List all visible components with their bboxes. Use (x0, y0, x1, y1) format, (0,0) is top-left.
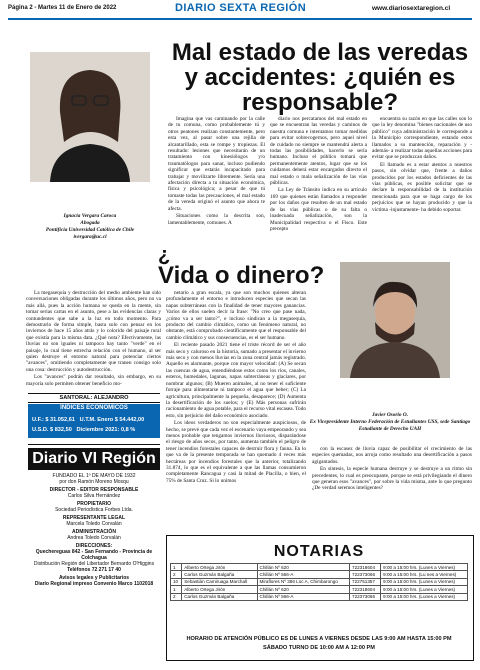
table-cell: Chillán Nº 620 (257, 564, 349, 571)
table-row (171, 586, 468, 593)
author-caption-2 (300, 412, 480, 433)
table-cell: 2 (171, 571, 182, 578)
sidebar (28, 393, 160, 587)
hours-weekday: HORARIO DE ATENCIÓN PÚBLICO ES DE LUNES A VIERNES DESDE LAS 9:00 AM HASTA 15:00 PM (186, 636, 452, 642)
table-cell: Miraflores Nº 386 Loc A, Chimbarongo (257, 578, 349, 585)
author-photo-2 (340, 262, 450, 378)
ads-title: Avisos legales y Publicitarios (58, 575, 130, 581)
title-text: Vida o dinero? (158, 262, 325, 289)
phone: Teléfonos 72 271 17 40 (67, 567, 121, 573)
paragraph: La Ley de Tránsito indica en su artículo 169 que quienes están llamados a responder por los daños que resulten de un mal estado de las vías públicas o de su falta o inadecuada señalización, son la Municipalidad respectiva o el Fisco. Este precepto (270, 187, 367, 232)
article-1-title: Mal estado de las veredas y accidentes: ¿quién es responsable? (171, 39, 469, 116)
hours-saturday: SÁBADO TURNO DE 10:00 AM A 12:00 PM (263, 645, 375, 651)
author-org: Pontificia Universidad Católica de Chile (45, 227, 135, 233)
article-1-col-3 (372, 116, 472, 250)
address-line-1: Quechereguas 842 - San Fernando - Provincia de Colchagua (35, 549, 153, 561)
author-role: Abogada (80, 220, 100, 226)
table-cell: 722318604 (350, 564, 381, 571)
table-cell: 9:00 a 15:00 hrs. (Lunes a Viernes) (381, 564, 468, 571)
table-cell: 722373066 (350, 571, 381, 578)
table-cell: Alberto Ortega Jirón (182, 564, 257, 571)
portrait-icon (30, 52, 150, 182)
newspaper-logo: Diario VI Región (28, 448, 160, 470)
author-email[interactable]: ivergara@uc.cl (73, 234, 107, 240)
article-2-col-3 (312, 446, 472, 532)
table-cell: Sebastián Camiruaga Marchall (182, 578, 257, 585)
table-row (171, 593, 468, 600)
director-title: DIRECTOR - EDITOR RESPONSABLE (49, 487, 139, 493)
header-date: Página 2 - Martes 11 de Enero de 2022 (8, 5, 117, 11)
owner-name: Sociedad Periodística Forbes Ltda. (55, 507, 133, 513)
admin-name: Andrea Toledo Corvalán (67, 535, 121, 541)
paragraph: El reciente pasado 2021 tiene el triste récord de ser el año más seco y caluroso en la historia, sumado a presentar el invierno más seco y con menos lluvias en la zona central jamás registrado. Aquello es alarmante, porque con mayor velocidad: (A) Se secan las cuencas de agua, entendiéndose estos como los ríos, canales, esteros, humedales, lagunas, napas subterráneas y glaciares, por nombrar algunos; (B) Mueren animales, al no tener el suficiente forraje para alimentarse ni tampoco el agua que beber; (C) La agricultura, principalmente la pequeña, desaparece; (D) Aumenta la desertificación de los suelos; y (E) Más personas sufrirán racionamiento de agua potable, para el recurso vital escasea. Todo esto, sin perjuicio del daño económico asociado. (166, 342, 306, 419)
indices-title: ÍNDICES ECONÓMICOS (28, 404, 160, 412)
address-line-2: Distribución Región del Libertador Bernardo O'Higgins (33, 561, 155, 567)
paragraph: Situaciones como la descrita son, lamentablemente, comunes. A (168, 213, 265, 226)
paragraph: encuentra su razón en que las calles son lo que la ley denomina "bienes nacionales de uso público" cuya administración le corresponde a la Municipio correspondiente, estando estos llamados a su mantención, reparación y -además- a realizar todas aquellas acciones para evitar que se produzcan daños. (372, 116, 472, 161)
admin-title: ADMINISTRACIÓN (72, 529, 116, 535)
uf-value: U.F.: $ 31.052,61 (32, 417, 75, 423)
print-text: Diario Regional impreso Convenio Marco 1102018 (34, 581, 154, 587)
notarias-footer (166, 635, 472, 653)
title-mark: ¿ (158, 244, 171, 266)
table-cell: 1 (171, 564, 182, 571)
table-cell: 9:00 a 15:00 hrs. (Lunes a Viernes) (381, 586, 468, 593)
address-title: DIRECCIONES: (75, 543, 113, 549)
paragraph: con la escasez de lluvia capaz de posibilitar el crecimiento de las especies quemadas, nos arroja como resultado una desertificación a pasos agigantados. (312, 446, 472, 465)
author-role: Ex Vicepresidente Interno Federación de Estudiantes USS, sede Santiago (309, 419, 471, 425)
article-2-title (158, 244, 325, 290)
table-cell: 9:00 a 15:00 hrs. (Lu nes a Viernes) (381, 571, 468, 578)
author-photo-1 (30, 52, 150, 182)
table-cell: 722318604 (350, 586, 381, 593)
paragraph: Los ideos verdaderos no son especialmente auspiciosos, de hecho, se prevé que cada vez el escenario vaya empeorando y sea menos probable que tengamos inviernos lluviosos, disparándose el riesgo de años secos, por tanto, aumenta también el peligro de tener incendios forestales capaces de destruir flora y fauna. En lo que va de la presente temporada se han quemado 4 veces más hectáreas por incendios forestales que la anterior, totalizando 31.874, lo que es el equivalente a que las llamas consumieron completamente Rancagua y casi la mitad de Placilla, o bien, el 75% de Santa Cruz. Si lo unimos (166, 420, 306, 484)
notarias-table (170, 563, 468, 601)
legal-name: Marcela Toledo Corvalán (66, 521, 122, 527)
table-cell: 1 (171, 586, 182, 593)
portrait-icon (340, 262, 450, 378)
paragraph: En síntesis, la especie humana destruye y se destruye a un ritmo sin precedentes, lo cual es preocupante, porque se está privilegiando el dinero que generan esos "avances", por sobre la vida misma, ante lo que pregunto ¿De verdad seremos inteligentes? (312, 466, 472, 492)
utm-value: U.T.M. Enero $ 54.442,00 (79, 417, 145, 423)
notarias-title: NOTARIAS (273, 543, 365, 560)
author-caption-1 (24, 213, 156, 241)
masthead-title: DIARIO SEXTA REGIÓN (175, 2, 307, 14)
table-cell: 10 (171, 578, 182, 585)
table-cell: Alberto Ortega Jirón (182, 586, 257, 593)
paragraph: diario nos percatamos del mal estado en que se encuentran las veredas y caminos de nuestra comuna e intentamos tomar medidas para evitar sobrecogernos, pero aquel nivel de cuidado no siempre se mantendrá alerta a todas las posibilidades, hacerlo se sería humano. Incluso el público tomará que permanentemente atentos, lugar que se los cuidamos deberá estar encargados directo el mal estado o mala señalización de las vías públicas. (270, 116, 367, 187)
table-cell: Chillán Nº 566-A (257, 571, 349, 578)
table-cell: Carlos Guzmán Balgaña (182, 571, 257, 578)
author-org: Estudiante de Derecho UAH (358, 426, 422, 432)
table-cell: 722751357 (350, 578, 381, 585)
table-cell: Chillán Nº 566-A (257, 593, 349, 600)
paragraph: La megasequía y destrucción del medio ambiente han sido conversaciones obligadas durante los últimos años, pero no va más allá, pues la acción humana se queda en la mente, sin tomar serias cartas en el asunto, pese a las evidencias claras y contundentes que sabe a la luz en todo momento. Para demostrarlo de forma simple, basta solo con pensar en los inviernos de hace 15 años atrás y lo colorido del paisaje rural que existía para la misma data. ¿Qué nota? Efectivamente, las lluvias no son iguales ni tampoco hay tanto "verde" en el paisaje, lo cual tiene estrecha relación con el humano, al ser quien destruye el entorno natural para potenciar ciertos "avances", omitiendo completamente que tranen consigo solo una cosa: destrucción y autodestrucción. (26, 290, 161, 373)
director-name: Carlos Silva Hernández (67, 493, 121, 499)
table-cell: Carlos Guzmán Balgaña (182, 593, 257, 600)
article-2-col-1 (26, 290, 161, 390)
ipc-value: Diciembre 2021: 0,8 % (76, 427, 136, 433)
website-link[interactable]: www.diariosextaregion.cl (372, 5, 451, 12)
table-cell: 9:00 a 15:00 hrs. (Lunes a Viernes) (381, 593, 468, 600)
paragraph: Los "avances" podrán dar resultado, sin embargo, en su mayoría solo permiten obtener beneficio mo- (26, 374, 161, 387)
article-2-col-2 (166, 290, 306, 530)
founded-text: FUNDADO EL 1º DE MAYO DE 1932 (52, 473, 136, 479)
indices-panel (28, 412, 160, 438)
owner-title: PROPIETARIO (76, 501, 112, 507)
author-name: Javier Osorio O. (371, 412, 409, 418)
table-cell: 9:00 a 15:00 hrs. (Lunes a Viernes) (381, 578, 468, 585)
author-name: Ignacia Vergara Caroca (63, 213, 117, 219)
table-row (171, 571, 468, 578)
article-1-col-1 (168, 116, 265, 250)
founder-text: por don Ramón Moreno Mosqu (59, 479, 129, 485)
paragraph: netario a gran escala, ya que son muchos quienes alteran profundamente el entorno e introducen especies que secan las napas subterráneas con la finalidad de tener mayores ganancias. Varios de ellos suelen decir la frase: "No creo que pase nada, ¿cómo va a ser tanto?", e incluso sindican a la megasequía, producto del cambio climático, como un fenómeno natural, no obstante, está comprobado científicamente que el responsable del cambio climático y sus consecuencias, es el ser humano. (166, 290, 306, 341)
table-cell: 722373066 (350, 593, 381, 600)
santoral: SANTORAL: ALEJANDRO (28, 393, 160, 403)
paragraph: Imagina que vas caminando por la calle de tu comuna, como probablemente tú y otros peatones realizan constantemente, pero esta vez, al pasar sobre una rejilla de alcantarillado, esta se rompe y tropiezas. El resultado: lesiones que necesitarán de un tratamiento con kinesiólogos y/o traumatólogos para sanar, incluso pudiendo significar que estarás incapacitado para trabajar y movilizarte libremente. Sería una afectación directa a tu situación económica, física y psicológica; a pesar de que tú tomaste todas las precauciones, el mal estado de la vereda originó el asunto que ahora te afecta. (168, 116, 265, 212)
table-cell: Chillán Nº 620 (257, 586, 349, 593)
table-row (171, 578, 468, 585)
table-cell: 2 (171, 593, 182, 600)
paragraph: El llamado es a estar atentos a nuestros pasos, sin olvidar que, frente a daños producidos por los estados deficientes de las vías públicas, es posible solicitar que se declare la responsabilidad de la institución mencionada para que se haga cargo de los perjuicios que se hayan producido y que la víctima -injustamente- ha debido soportar. (372, 161, 472, 213)
usd-value: U.S.D. $ 832,50 (32, 427, 72, 433)
article-1-col-2 (270, 116, 367, 250)
table-row (171, 564, 468, 571)
legal-title: REPRESENTANTE LEGAL (62, 515, 126, 521)
